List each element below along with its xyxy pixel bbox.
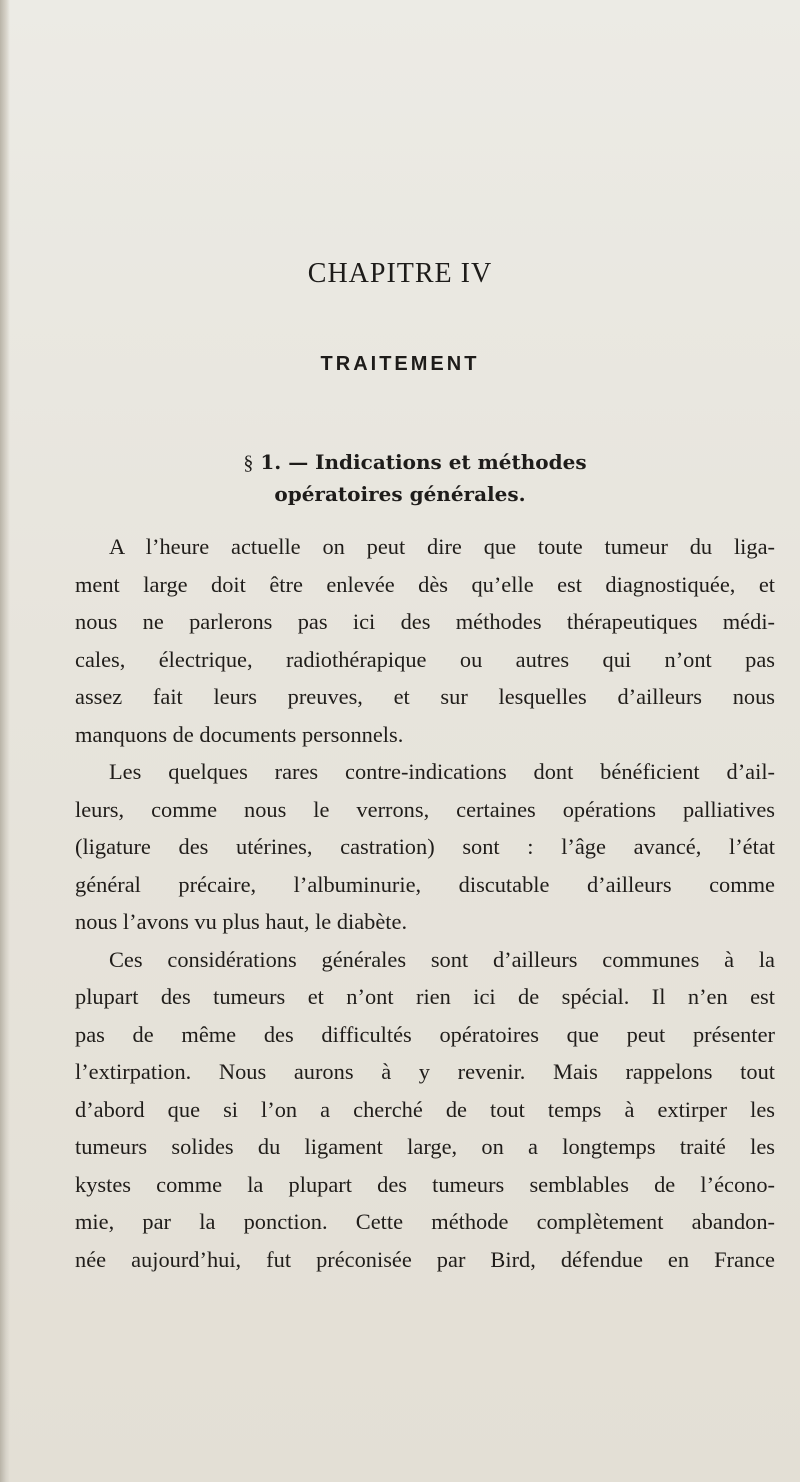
section-mark: § [243, 452, 254, 474]
text-line: général précaire, l’albuminurie, discutable d’ailleurs comme [75, 871, 775, 897]
chapter-title: TRAITEMENT [320, 353, 480, 375]
page-edge-shadow [0, 0, 10, 1482]
text-line: tumeurs solides du ligament large, on a longtemps traité les [75, 1134, 775, 1159]
text-line: nous l’avons vu plus haut, le diabète. [75, 909, 408, 934]
section-heading-line-1 [0, 452, 800, 473]
text-line: Ces considérations générales sont d’ailleurs communes à la [109, 946, 775, 972]
text-line: pas de même des difficultés opératoires que peut présenter [75, 1021, 775, 1047]
section-title-part-2: opératoires générales. [274, 482, 526, 506]
section-title-part-1: Indications et méthodes [315, 450, 587, 474]
section-heading-line-2 [0, 484, 800, 504]
section-number: 1. [260, 450, 282, 474]
text-line: manquons de documents personnels. [75, 721, 404, 747]
text-line: cales, électrique, radiothérapique ou autres qui n’ont pas [75, 646, 775, 672]
text-line: née aujourd’hui, fut préconisée par Bird, défendue en France [75, 1246, 775, 1272]
text-line: ment large doit être enlevée dès qu’elle est diagnostiquée, et [75, 571, 775, 597]
body-text [75, 528, 775, 1278]
text-line: d’abord que si l’on a cherché de tout temps à extirper les [75, 1096, 775, 1122]
text-line: A l’heure actuelle on peut dire que toute tumeur du liga- [109, 534, 775, 559]
text-line: Les quelques rares contre-indications dont bénéficient d’ail- [109, 759, 775, 784]
text-line: mie, par la ponction. Cette méthode complètement abandon- [75, 1209, 775, 1234]
text-line: assez fait leurs preuves, et sur lesquelles d’ailleurs nous [75, 684, 775, 709]
chapter-heading: CHAPITRE IV [307, 258, 493, 289]
text-line: nous ne parlerons pas ici des méthodes thérapeutiques médi- [75, 609, 775, 634]
text-line: leurs, comme nous le verrons, certaines opérations palliatives [75, 796, 775, 822]
text-line: (ligature des utérines, castration) sont : l’âge avancé, l’état [75, 834, 775, 859]
text-line: l’extirpation. Nous aurons à y revenir. Mais rappelons tout [75, 1059, 775, 1084]
text-line: plupart des tumeurs et n’ont rien ici de spécial. Il n’en est [75, 984, 775, 1009]
text-line: kystes comme la plupart des tumeurs semblables de l’écono- [75, 1171, 775, 1197]
section-dash: — [288, 450, 309, 474]
